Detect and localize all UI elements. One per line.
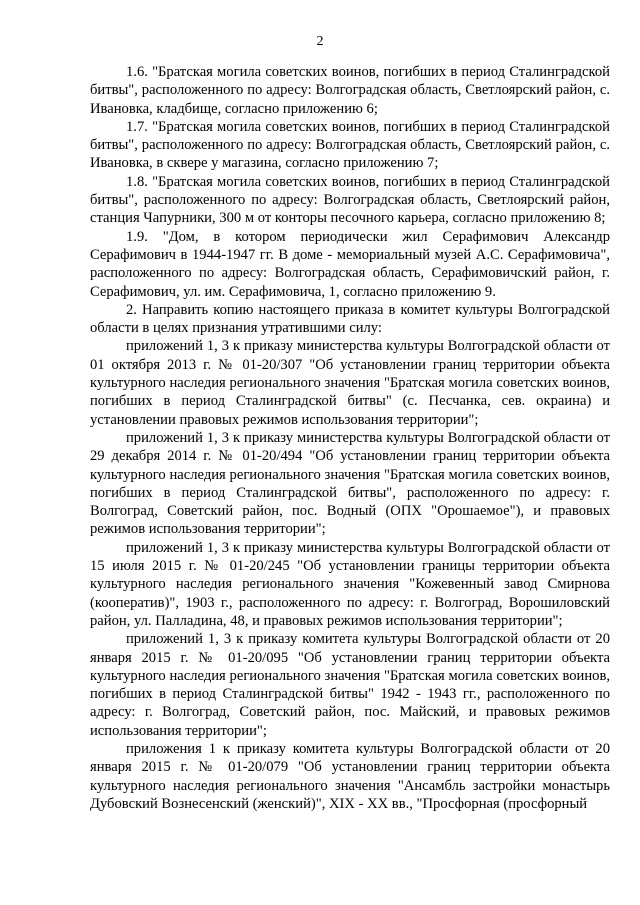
paragraph-annex-2015-245: приложений 1, 3 к приказу министерства культуры Волгоградской области от 15 июля 2015 г. № 01-20/245 "Об установлении границы территории объекта культурного наследия регионального значения "Кожевенный завод Смирнова (кооператив)", 1903 г., расположенного по адресу: г. Волгоград, Ворошиловский район, ул. Палладина, 48, и правовых режимов использования территории";	[90, 539, 610, 629]
paragraph-1-7: 1.7. "Братская могила советских воинов, погибших в период Сталинградской битвы", расположенного по адресу: Волгоградская область, Светлоярский район, с. Ивановка, в сквере у магазина, согласно приложению 7;	[90, 118, 610, 172]
paragraph-annex-2015-079: приложения 1 к приказу комитета культуры Волгоградской области от 20 января 2015 г. № 01-20/079 "Об установлении границ территории объекта культурного наследия регионального значения "Ансамбль застройки монастырь Дубовский Вознесенский (женский)", XIX - XX вв., "Просфорная (просфорный	[90, 740, 610, 812]
paragraph-annex-2013-307: приложений 1, 3 к приказу министерства культуры Волгоградской области от 01 октября 2013 г. № 01-20/307 "Об установлении границ территории объекта культурного наследия регионального значения "Братская могила советских воинов, погибших в период Сталинградской битвы" (с. Песчанка, сев. окраина) и установлении правовых режимов использования территории";	[90, 338, 610, 428]
paragraph-1-9: 1.9. "Дом, в котором периодически жил Серафимович Александр Серафимович в 1944-1947 гг. В доме - мемориальный музей А.С. Серафимовича", расположенного по адресу: Волгоградская область, Серафимовичский район, г. Серафимович, ул. им. Серафимовича, 1, согласно приложению 9.	[90, 228, 610, 300]
paragraph-annex-2014-494: приложений 1, 3 к приказу министерства культуры Волгоградской области от 29 декабря 2014 г. № 01-20/494 "Об установлении границ территории объекта культурного наследия регионального значения "Братская могила советских воинов, погибших в период Сталинградской битвы", расположенного по адресу: г. Волгоград, Советский район, пос. Водный (ОПХ "Орошаемое"), и правовых режимов использования территории";	[90, 429, 610, 538]
document-body	[90, 63, 610, 813]
paragraph-1-8: 1.8. "Братская могила советских воинов, погибших в период Сталинградской битвы", расположенного по адресу: Волгоградская область, Светлоярский район, станция Чапурники, 300 м от конторы песочного карьера, согласно приложению 8;	[90, 173, 610, 227]
page-number: 2	[316, 34, 324, 49]
paragraph-2: 2. Направить копию настоящего приказа в комитет культуры Волгоградской области в целях признания утратившими силу:	[90, 301, 610, 337]
paragraph-annex-2015-095: приложений 1, 3 к приказу комитета культуры Волгоградской области от 20 января 2015 г. № 01-20/095 "Об установлении границ территории объекта культурного наследия регионального значения "Братская могила советских воинов, погибших в период Сталинградской битвы" 1942 - 1943 гг., расположенного по адресу: г. Волгоград, Советский район, пос. Майский, и правовых режимов использования территории";	[90, 631, 610, 739]
paragraph-1-6: 1.6. "Братская могила советских воинов, погибших в период Сталинградской битвы", расположенного по адресу: Волгоградская область, Светлоярский район, с. Ивановка, кладбище, согласно приложению 6;	[90, 64, 610, 117]
